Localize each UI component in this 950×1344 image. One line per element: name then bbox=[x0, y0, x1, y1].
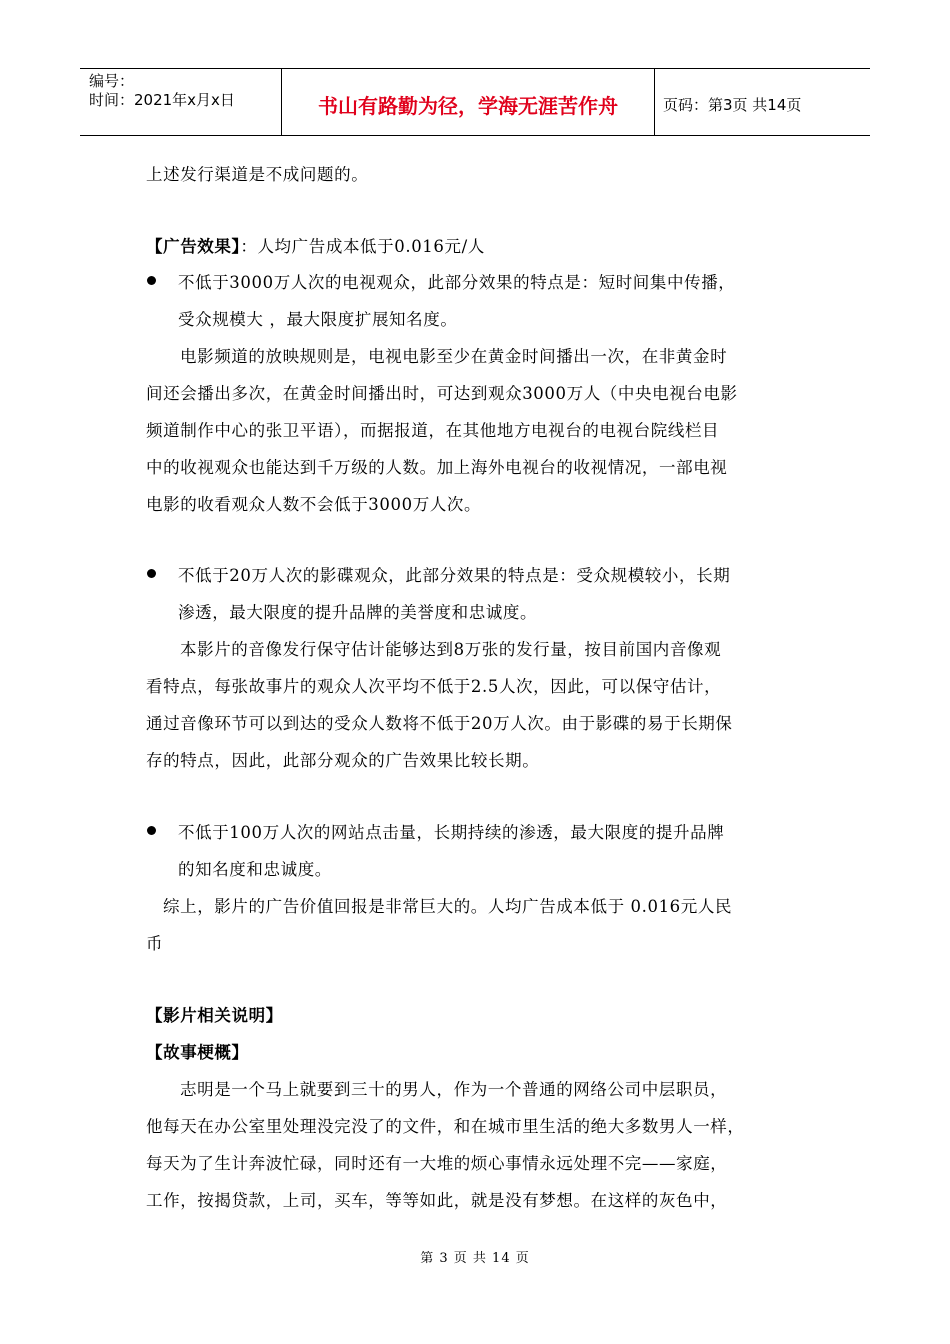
summary-line: 综上，影片的广告价值回报是非常巨大的。人均广告成本低于 0.016元人民 bbox=[163, 897, 733, 916]
film-notes-heading: 【影片相关说明】 bbox=[146, 1006, 283, 1025]
paragraph-line: 电影的收看观众人数不会低于3000万人次。 bbox=[146, 495, 482, 514]
story-line: 工作，按揭贷款，上司，买车，等等如此，就是没有梦想。在这样的灰色中， bbox=[146, 1191, 728, 1210]
paragraph-line: 存的特点，因此，此部分观众的广告效果比较长期。 bbox=[146, 751, 540, 770]
paragraph-line: 中的收视观众也能达到千万级的人数。加上海外电视台的收视情况，一部电视 bbox=[146, 458, 728, 477]
document-number-label: 编号： bbox=[89, 72, 135, 90]
document-date: 时间：2021年x月x日 bbox=[89, 91, 235, 109]
story-heading: 【故事梗概】 bbox=[146, 1043, 249, 1062]
ad-effect-heading: 【广告效果】 bbox=[146, 237, 241, 256]
paragraph-line: 频道制作中心的张卫平语），而据报道，在其他地方电视台的电视台院线栏目 bbox=[146, 421, 720, 440]
bullet-icon bbox=[147, 569, 156, 578]
ad-effect-line bbox=[146, 233, 485, 257]
bullet-line: 的知名度和忠诚度。 bbox=[178, 860, 332, 879]
summary-line: 币 bbox=[146, 934, 164, 953]
story-line: 每天为了生计奔波忙碌，同时还有一大堆的烦心事情永远处理不完——家庭， bbox=[146, 1154, 728, 1173]
header-motto: 书山有路勤为径，学海无涯苦作舟 bbox=[282, 69, 655, 135]
bullet-line: 不低于20万人次的影碟观众，此部分效果的特点是：受众规模较小，长期 bbox=[178, 566, 731, 585]
text-line: 上述发行渠道是不成问题的。 bbox=[146, 165, 369, 184]
page-header bbox=[80, 68, 870, 136]
paragraph-line: 本影片的音像发行保守估计能够达到8万张的发行量，按目前国内音像观 bbox=[180, 640, 722, 659]
page-footer: 第 3 页 共 14 页 bbox=[420, 1251, 530, 1266]
paragraph-line: 看特点，每张故事片的观众人次平均不低于2.5人次，因此，可以保守估计， bbox=[146, 677, 722, 696]
ad-effect-summary: ：人均广告成本低于0.016元/人 bbox=[240, 237, 485, 256]
paragraph-line: 间还会播出多次，在黄金时间播出时，可达到观众3000万人（中央电视台电影 bbox=[146, 384, 738, 403]
bullet-line: 受众规模大 ，最大限度扩展知名度。 bbox=[178, 310, 458, 329]
story-line: 志明是一个马上就要到三十的男人，作为一个普通的网络公司中层职员， bbox=[180, 1080, 728, 1099]
bullet-line: 渗透，最大限度的提升品牌的美誉度和忠诚度。 bbox=[178, 603, 538, 622]
bullet-icon bbox=[147, 276, 156, 285]
paragraph-line: 电影频道的放映规则是，电视电影至少在黄金时间播出一次，在非黄金时 bbox=[180, 347, 728, 366]
header-page-info: 页码：第3页 共14页 bbox=[663, 95, 802, 114]
paragraph-line: 通过音像环节可以到达的受众人数将不低于20万人次。由于影碟的易于长期保 bbox=[146, 714, 733, 733]
bullet-line: 不低于3000万人次的电视观众，此部分效果的特点是：短时间集中传播， bbox=[178, 273, 736, 292]
bullet-line: 不低于100万人次的网站点击量，长期持续的渗透，最大限度的提升品牌 bbox=[178, 823, 725, 842]
header-meta bbox=[80, 69, 282, 135]
bullet-icon bbox=[147, 826, 156, 835]
story-line: 他每天在办公室里处理没完没了的文件，和在城市里生活的绝大多数男人一样， bbox=[146, 1117, 745, 1136]
